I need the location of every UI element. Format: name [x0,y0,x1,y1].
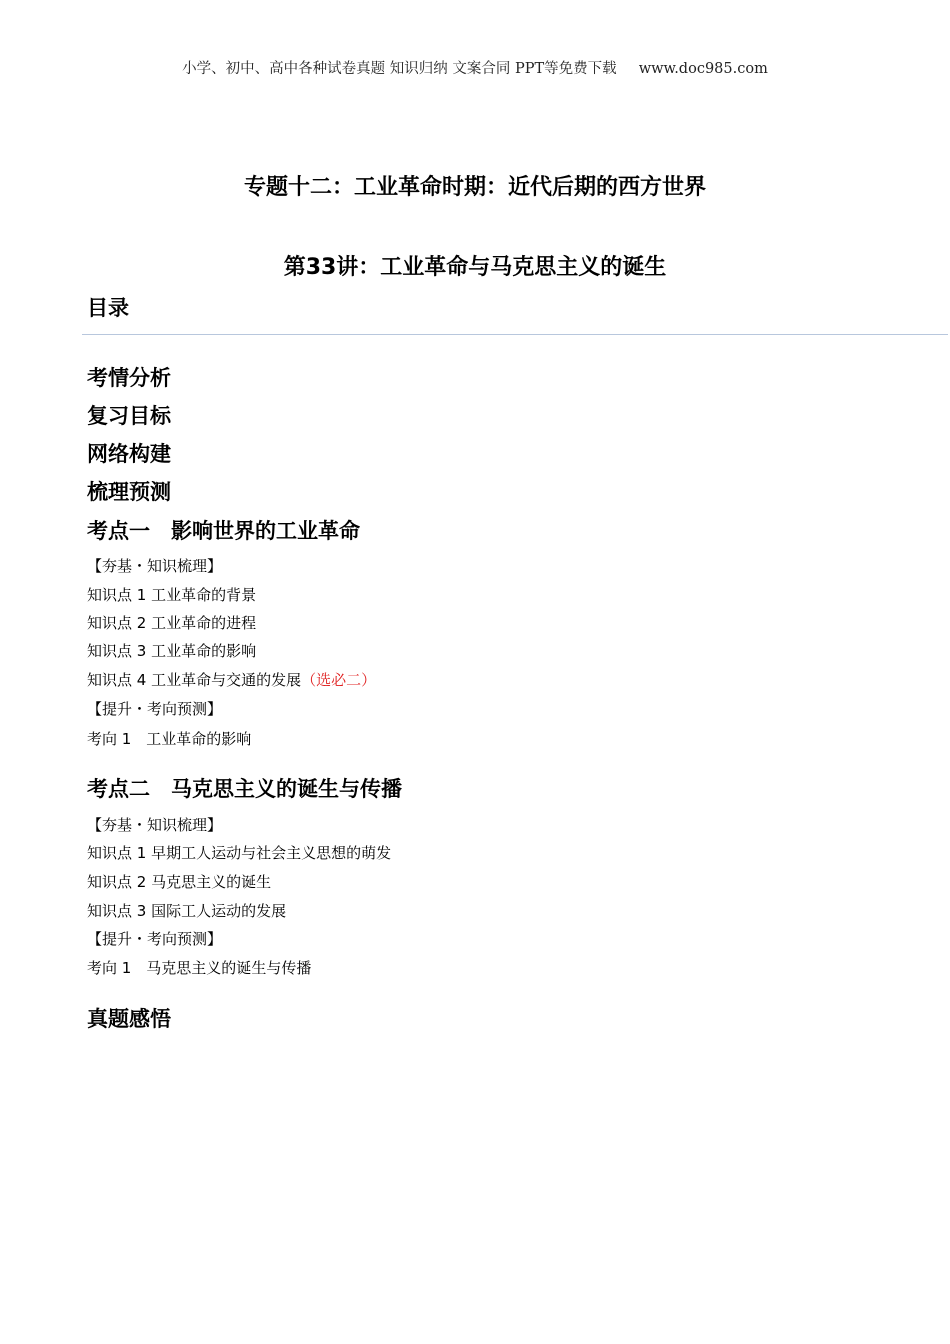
toc-kp1-item-4[interactable] [87,669,376,690]
toc-divider [82,334,948,335]
topic-title: 专题十二：工业革命时期：近代后期的西方世界 [243,175,706,200]
toc-kp1-direction-1[interactable]: 考向 1 工业革命的影响 [87,730,252,748]
toc-subhead-forecast-2[interactable]: 【提升・考向预测】 [87,930,223,948]
page-header [0,57,950,78]
lecture-title: 第33讲：工业革命与马克思主义的诞生 [283,255,667,280]
toc-item-network[interactable]: 网络构建 [87,442,171,466]
toc-kp1-item-4-text: 知识点 4 工业革命与交通的发展 [87,671,302,689]
toc-subhead-basics-1[interactable]: 【夯基・知识梳理】 [87,557,223,575]
toc-kp1-item-3[interactable]: 知识点 3 工业革命的影响 [87,642,257,660]
toc-item-exam-analysis[interactable]: 考情分析 [87,366,171,390]
toc-item-real-exams[interactable]: 真题感悟 [87,1007,171,1031]
toc-subhead-basics-2[interactable]: 【夯基・知识梳理】 [87,816,223,834]
toc-item-review-goals[interactable]: 复习目标 [87,404,171,428]
toc-kp1-item-1[interactable]: 知识点 1 工业革命的背景 [87,586,257,604]
header-text: 小学、初中、高中各种试卷真题 知识归纳 文案合同 PPT等免费下载 [182,61,617,77]
header-url[interactable]: www.doc985.com [638,61,768,77]
toc-item-review-forecast[interactable]: 梳理预测 [87,480,171,504]
toc-kp1-item-4-note: （选必二） [301,671,377,689]
toc-label: 目录 [87,296,129,320]
toc-kp1-item-2[interactable]: 知识点 2 工业革命的进程 [87,614,257,632]
toc-item-kp2[interactable]: 考点二 马克思主义的诞生与传播 [87,777,402,801]
toc-kp2-item-2[interactable]: 知识点 2 马克思主义的诞生 [87,873,272,891]
toc-kp2-direction-1[interactable]: 考向 1 马克思主义的诞生与传播 [87,959,312,977]
toc-item-kp1[interactable]: 考点一 影响世界的工业革命 [87,519,360,543]
toc-subhead-forecast-1[interactable]: 【提升・考向预测】 [87,700,223,718]
toc-kp2-item-1[interactable]: 知识点 1 早期工人运动与社会主义思想的萌发 [87,844,392,862]
toc-kp2-item-3[interactable]: 知识点 3 国际工人运动的发展 [87,902,287,920]
